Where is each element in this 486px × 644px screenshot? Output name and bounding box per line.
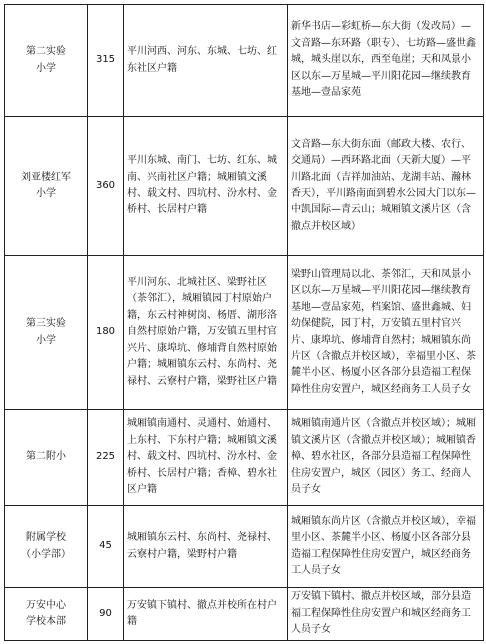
enrollment-table [4,4,484,641]
household-registration-cell: 城厢镇东云村、东尚村、尧禄村、云寮村户籍，梁野村户籍 [124,506,288,588]
household-registration-cell: 平川东城、南门、七坊、红东、城南、兴南社区户籍；城厢镇文溪村、载文村、四坑村、汾水村、金桥村、长居村户籍 [124,117,288,256]
table-row [5,5,484,117]
enrollment-plan-cell: 180 [88,256,124,410]
residence-area-cell: 新华书店—彩虹桥—东大街（发改局）—文音路—东环路（职专）、七坊路—盛世鑫城，城头崖以东，西至龟崖；天和凤景小区以东—万星城—平川阳花园—继续教育基地—壹品家苑 [288,5,484,117]
table-row [5,256,484,410]
residence-area-cell: 城厢镇东尚片区（含撤点并校区域），幸福里小区、茶麓半小区、杨厦小区各部分县造福工程保障性住房安置户，城区经商务工人员子女 [288,506,484,588]
enrollment-plan-cell: 315 [88,5,124,117]
residence-area-cell: 万安镇下镇村、撤点并校区域，部分县造福工程保障性住房安置户和城区经商务工人员子女 [288,588,484,641]
table-row [5,506,484,588]
household-registration-cell: 平川河东、北城社区、梁野社区（茶邻汇），城厢镇园丁村原始户籍，东云村神树岗、杨厝、湖形洛自然村原始户籍，万安镇五里村官兴片、康埠坑、修埔背自然村原始户籍；城厢镇东云村、东尚村、尧禄村、云寮村户籍，梁野社区户籍 [124,256,288,410]
enrollment-plan-cell: 360 [88,117,124,256]
school-name-cell: 附属学校 （小学部） [5,506,88,588]
household-registration-cell: 万安镇下镇村、撤点并校所在村户籍 [124,588,288,641]
residence-area-cell: 梁野山管理局以北、茶邻汇，天和凤景小区以东—万星城—平川阳花园—继续教育基地—壹品家苑，档案馆、盛世鑫城、妇幼保健院，园丁村，万安镇五里村官兴片、康埠坑、修埔背自然村；城厢镇东尚片区（含撤点并校区域），幸福里小区、茶麓半小区、杨厦小区各部分县造福工程保障性住房安置户，城区经商务工人员子女 [288,256,484,410]
residence-area-cell: 城厢镇南通片区（含撤点并校区域）；城厢镇文溪片区（含撤点并校区域）；城厢镇香樟、碧水社区，各部分县造福工程保障性住房安置户，城区（园区）务工、经商人员子女 [288,410,484,506]
enrollment-plan-cell: 225 [88,410,124,506]
household-registration-cell: 平川河西、河东、东城、七坊、红东社区户籍 [124,5,288,117]
table-row [5,410,484,506]
school-name-cell: 第三实验 小学 [5,256,88,410]
enrollment-plan-cell: 45 [88,506,124,588]
school-name-cell: 第二附小 [5,410,88,506]
enrollment-plan-cell: 90 [88,588,124,641]
school-name-cell: 刘亚楼红军 小学 [5,117,88,256]
household-registration-cell: 城厢镇南通村、灵通村、始通村、上东村、下东村户籍；城厢镇文溪村、载文村、四坑村、汾水村、金桥村、长居村户籍；香樟、碧水社区户籍 [124,410,288,506]
school-name-cell: 第二实验 小学 [5,5,88,117]
table-row [5,117,484,256]
school-name-cell: 万安中心 学校本部 [5,588,88,641]
table-row [5,588,484,641]
residence-area-cell: 文音路—东大街东面（邮政大楼、农行、交通局）—西环路北面（天新大厦）—平川路北面（吉祥加油站、龙湖丰站、瀚林香天），平川路南面到碧水公园大门以东—中凯国际—青云山；城厢镇文溪片区（含撤点并校区域） [288,117,484,256]
